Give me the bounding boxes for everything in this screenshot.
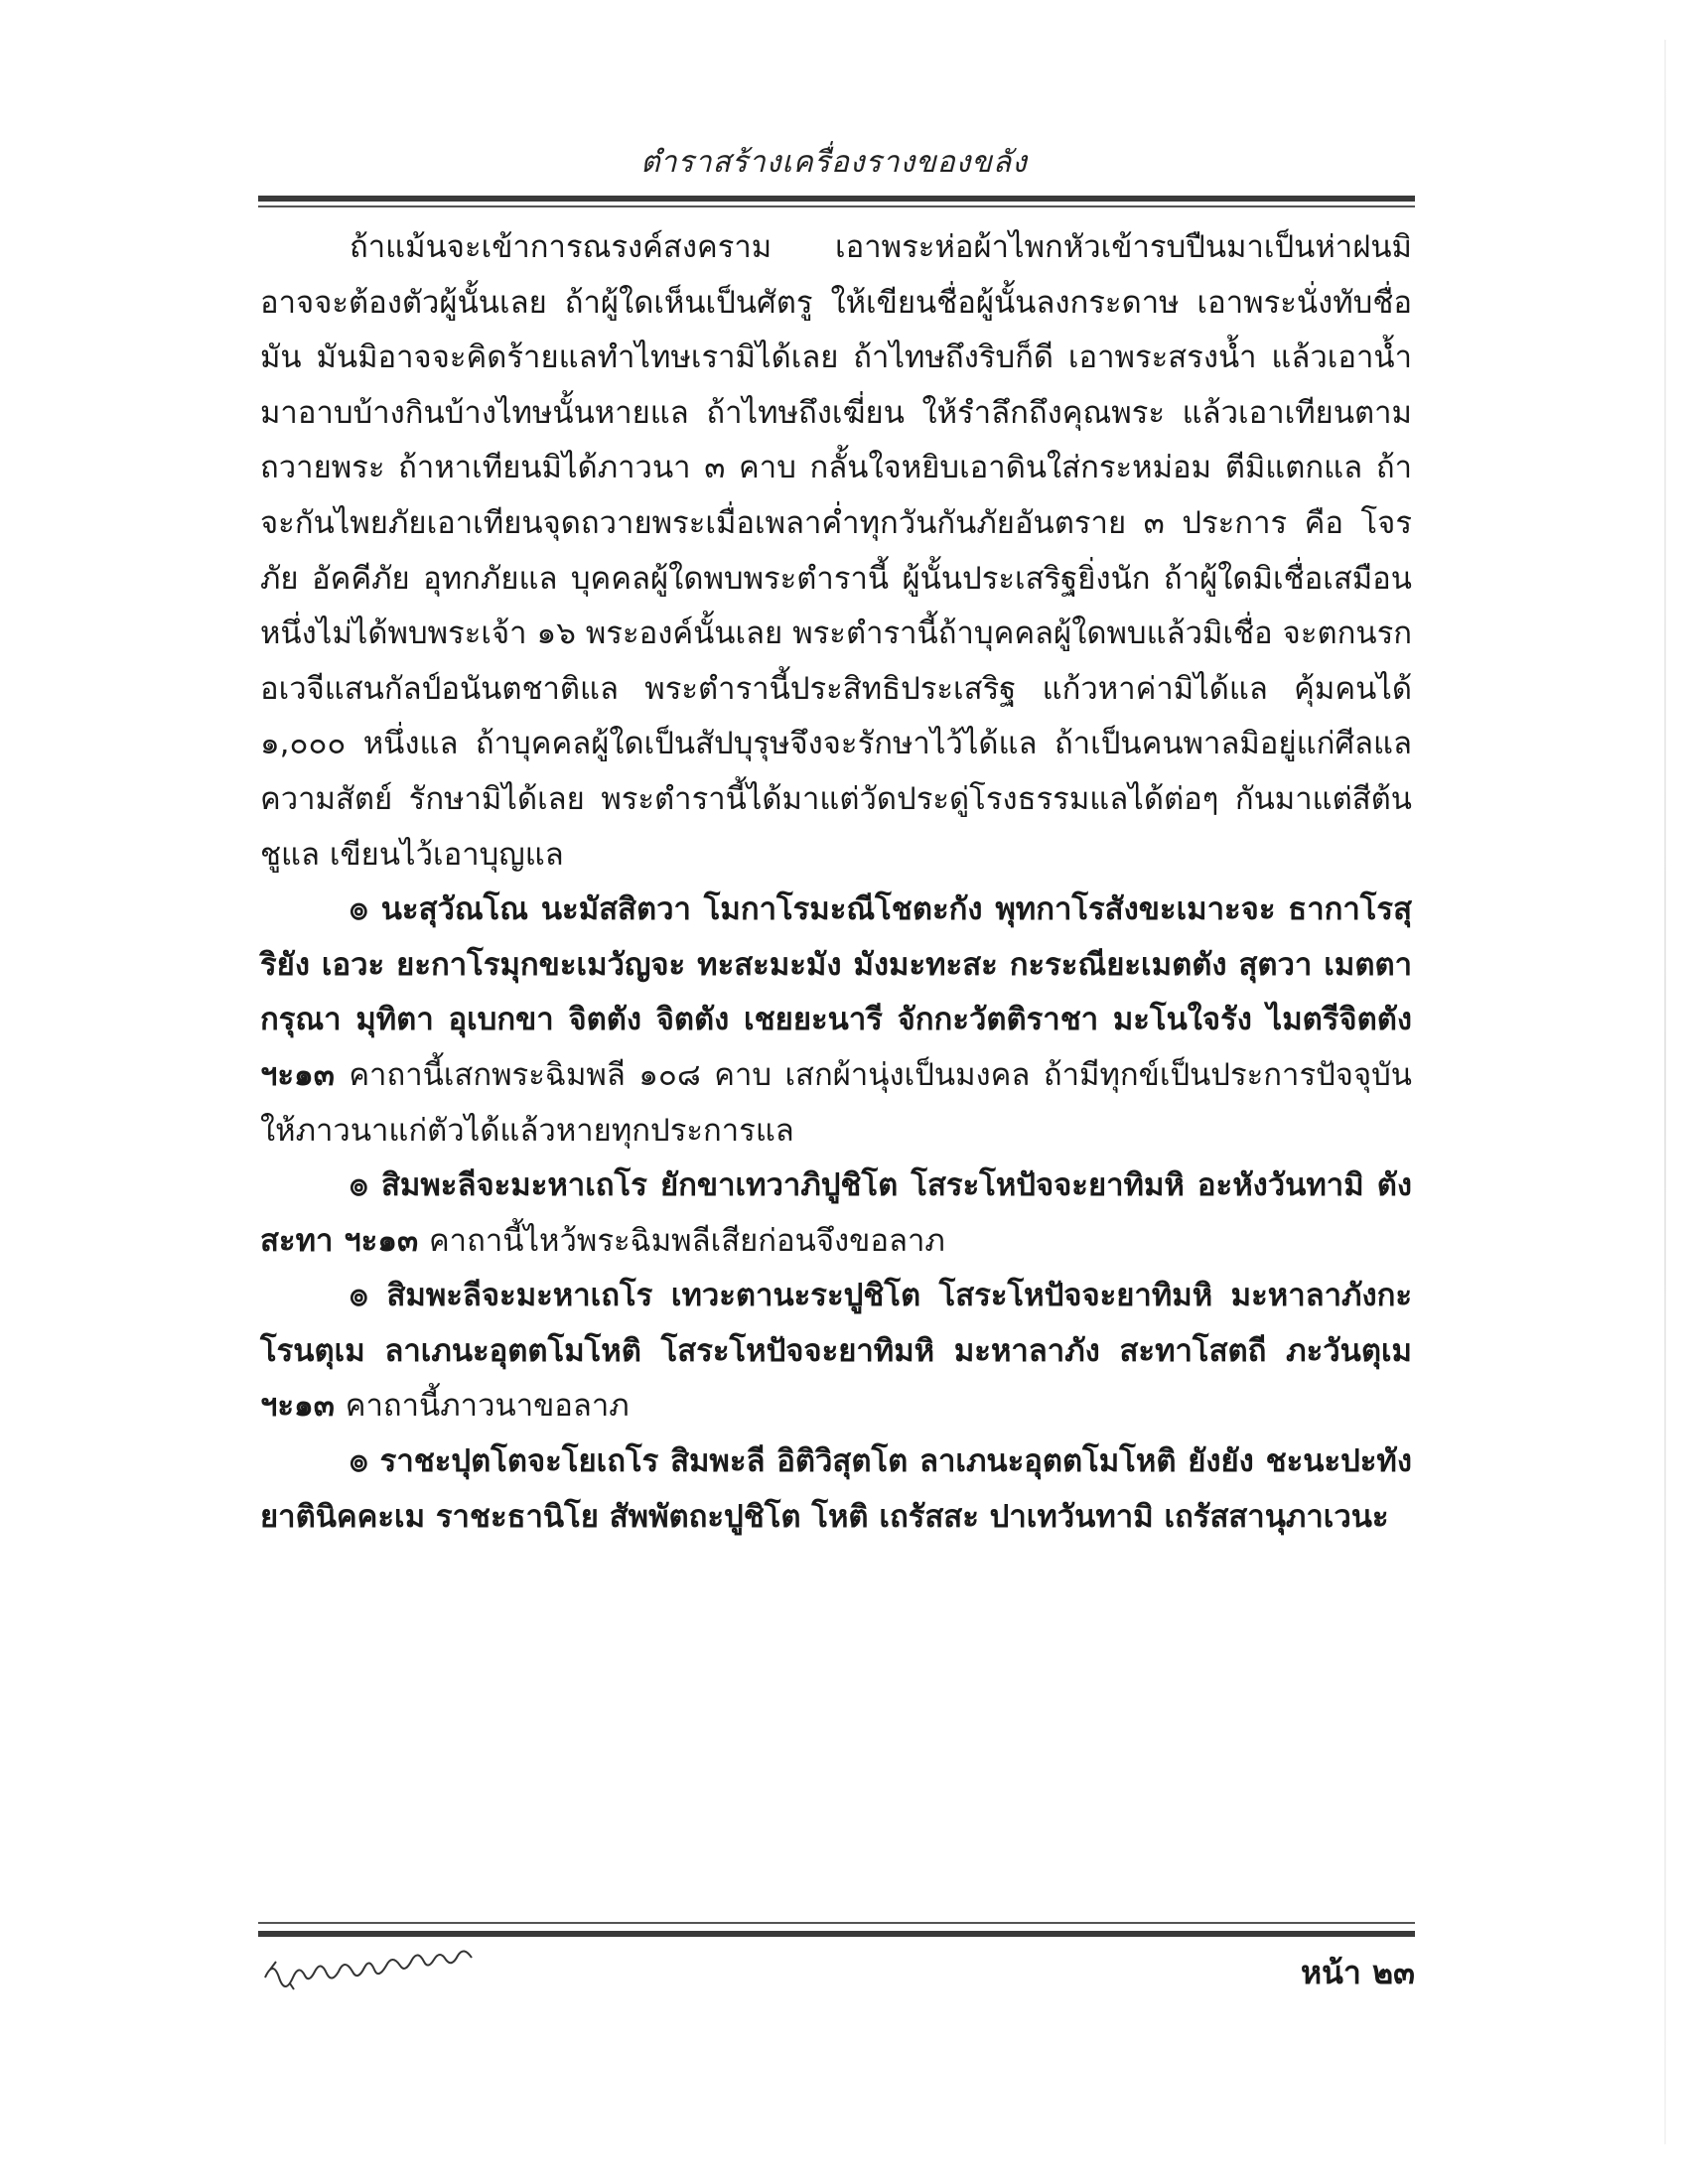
incantation-3-note: คาถานี้ไหว้พระฉิมพลีเสียก่อนจึงขอลาภ	[428, 1222, 945, 1259]
page-fold-shadow	[1664, 40, 1666, 2144]
body-text	[260, 220, 1412, 1545]
incantation-3: ๏ สิมพะลีจะมะหาเถโร ยักขาเทวาภิปูชิโต โสระโหปัจจะยาทิมหิ อะหังวันทามิ ตังสะทา ฯะ๑๓	[260, 1167, 1412, 1259]
footer-rule	[258, 1931, 1415, 1937]
paragraph-5	[260, 1434, 1412, 1545]
page-header-title: ตำราสร้างเครื่องรางของขลัง	[640, 145, 1028, 180]
incantation-2-note: คาถานี้เสกพระฉิมพลี ๑๐๘ คาบ เสกผ้านุ่งเป็นมงคล ถ้ามีทุกข์เป็นประการปัจจุบันให้ภาวนาแก่ตัวได้แล้วหายทุกประการแล	[260, 1056, 1412, 1149]
incantation-2: ๏ นะสุวัณโณ นะมัสสิตวา โมกาโรมะณีโชตะกัง พุทกาโรสังขะเมาะจะ ธากาโรสุริยัง เอวะ ยะกาโรมุกขะเมวัญจะ ทะสะมะมัง มังมะทะสะ กะระณียะเมตตัง สุตวา เมตตา กรุณา มุทิตา อุเบกขา จิตตัง จิตตัง เชยยะนารี จักกะวัตติราชา มะโนใจรัง ไมตรีจิตตัง ฯะ๑๓	[260, 891, 1412, 1093]
incantation-4: ๏ สิมพะลีจะมะหาเถโร เทวะตานะระปูชิโต โสระโหปัจจะยาทิมหิ มะหาลาภังกะโรนตุเม ลาเภนะอุตตโมโหติ โสระโหปัจจะยาทิมหิ มะหาลาภัง สะทาโสตถี ภะวันตุเม ฯะ๑๓	[260, 1278, 1412, 1425]
paragraph-3	[260, 1159, 1412, 1269]
paragraph-1: ถ้าแม้นจะเข้าการณรงค์สงคราม เอาพระห่อผ้าไพกหัวเข้ารบปืนมาเป็นห่าฝนมิอาจจะต้องตัวผู้นั้นเลย ถ้าผู้ใดเห็นเป็นศัตรู ให้เขียนชื่อผู้นั้นลงกระดาษ เอาพระนั่งทับชื่อมัน มันมิอาจจะคิดร้ายแลทำไทษเรามิได้เลย ถ้าไทษถึงริบก็ดี เอาพระสรงน้ำ แล้วเอาน้ำมาอาบบ้างกินบ้างไทษนั้นหายแล ถ้าไทษถึงเฆี่ยน ให้รำลึกถึงคุณพระ แล้วเอาเทียนตามถวายพระ ถ้าหาเทียนมิได้ภาวนา ๓ คาบ กลั้นใจหยิบเอาดินใส่กระหม่อม ตีมิแตกแล ถ้าจะกันไพยภัยเอาเทียนจุดถวายพระเมื่อเพลาค่ำทุกวันกันภัยอันตราย ๓ ประการ คือ โจรภัย อัคคีภัย อุทกภัยแล บุคคลผู้ใดพบพระตำรานี้ ผู้นั้นประเสริฐยิ่งนัก ถ้าผู้ใดมิเชื่อเสมือนหนึ่งไม่ได้พบพระเจ้า ๑๖ พระองค์นั้นเลย พระตำรานี้ถ้าบุคคลผู้ใดพบแล้วมิเชื่อ จะตกนรกอเวจีแสนกัลป์อนันตชาติแล พระตำรานี้ประสิทธิประเสริฐ แก้วหาค่ามิได้แล คุ้มคนได้ ๑,๐๐๐ หนึ่งแล ถ้าบุคคลผู้ใดเป็นสัปบุรุษจึงจะรักษาไว้ได้แล ถ้าเป็นคนพาลมิอยู่แก่ศีลแลความสัตย์ รักษามิได้เลย พระตำรานี้ได้มาแต่วัดประดู่โรงธรรมแลได้ต่อๆ กันมาแต่สีต้นชูแล เขียนไว้เอาบุญแล	[260, 229, 1412, 873]
header-rule	[258, 196, 1415, 202]
paragraph-2	[260, 883, 1412, 1159]
handwritten-signature	[260, 1948, 578, 1997]
paragraph-4	[260, 1269, 1412, 1434]
page-number: หน้า ๒๓	[1300, 1954, 1415, 1991]
incantation-4-note: คาถานี้ภาวนาขอลาภ	[345, 1388, 630, 1425]
incantation-5: ๏ ราชะปุตโตจะโยเถโร สิมพะลี อิติวิสุตโต ลาเภนะอุตตโมโหติ ยังยัง ชะนะปะทัง ยาตินิคคะเม ราชะธานิโย สัพพัตถะปูชิโต โหติ เถรัสสะ ปาเทวันทามิ เถรัสสานุภาเวนะ	[260, 1443, 1412, 1535]
